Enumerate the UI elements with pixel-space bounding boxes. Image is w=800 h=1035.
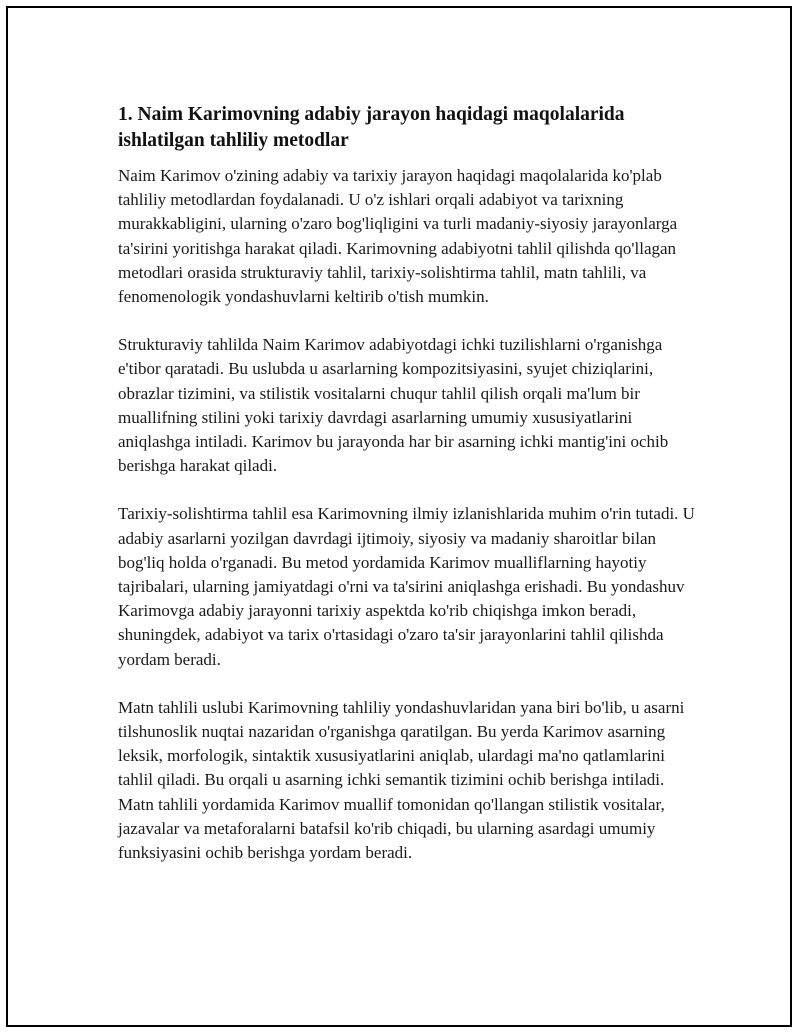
paragraph-historical-comparative: Tarixiy-solishtirma tahlil esa Karimovning ilmiy izlanishlarida muhim o'rin tutadi. U adabiy asarlarni yozilgan davrdagi ijtimoiy, siyosiy va madaniy sharoitlar bilan bog'liq holda o'rganadi. Bu metod yordamida Karimov mualliflarning hayotiy tajribalari, ularning jamiyatdagi o'rni va ta'sirini aniqlashga erishadi. Bu yondashuv Karimovga adabiy jarayonni tarixiy aspektda ko'rib chiqishga imkon beradi, shuningdek, adabiyot va tarix o'rtasidagi o'zaro ta'sir jarayonlarini tahlil qilishda yordam beradi. bbox=[118, 504, 695, 669]
document-body bbox=[118, 102, 698, 889]
section-heading: 1. Naim Karimovning adabiy jarayon haqidagi maqolalarida ishlatilgan tahliliy metodlar bbox=[118, 104, 625, 151]
paragraph-structural-analysis: Strukturaviy tahlilda Naim Karimov adabiyotdagi ichki tuzilishlarni o'rganishga e'tibor qaratadi. Bu uslubda u asarlarning kompozitsiyasini, syujet chiziqlarini, obrazlar tizimini, va stilistik vositalarni chuqur tahlil qilish orqali ma'lum bir muallifning stilini yoki tarixiy davrdagi asarlarning umumiy xususiyatlarini aniqlashga intiladi. Karimov bu jarayonda har bir asarning ichki mantig'ini ochib berishga harakat qiladi. bbox=[118, 335, 669, 476]
page-border bbox=[6, 6, 792, 1027]
paragraph-intro: Naim Karimov o'zining adabiy va tarixiy jarayon haqidagi maqolalarida ko'plab tahliliy metodlardan foydalanadi. U o'z ishlari orqali adabiyot va tarixning murakkabligini, ularning o'zaro bog'liqligini va turli madaniy-siyosiy jarayonlarga ta'sirini yoritishga harakat qiladi. Karimovning adabiyotni tahlil qilishda qo'llagan metodlari orasida strukturaviy tahlil, tarixiy-solishtirma tahlil, matn tahlili, va fenomenologik yondashuvlarni keltirib o'tish mumkin. bbox=[118, 166, 678, 307]
paragraph-text-analysis: Matn tahlili uslubi Karimovning tahliliy yondashuvlaridan yana biri bo'lib, u asarni tilshunoslik nuqtai nazaridan o'rganishga qaratilgan. Bu yerda Karimov asarning leksik, morfologik, sintaktik xususiyatlarini aniqlab, ulardagi ma'no qatlamlarini tahlil qiladi. Bu orqali u asarning ichki semantik tizimini ochib berishga intiladi. Matn tahlili yordamida Karimov muallif tomonidan qo'llangan stilistik vositalar, jazavalar va metaforalarni batafsil ko'rib chiqadi, bu ularning asardagi umumiy funksiyasini ochib berishga yordam beradi. bbox=[118, 697, 685, 863]
